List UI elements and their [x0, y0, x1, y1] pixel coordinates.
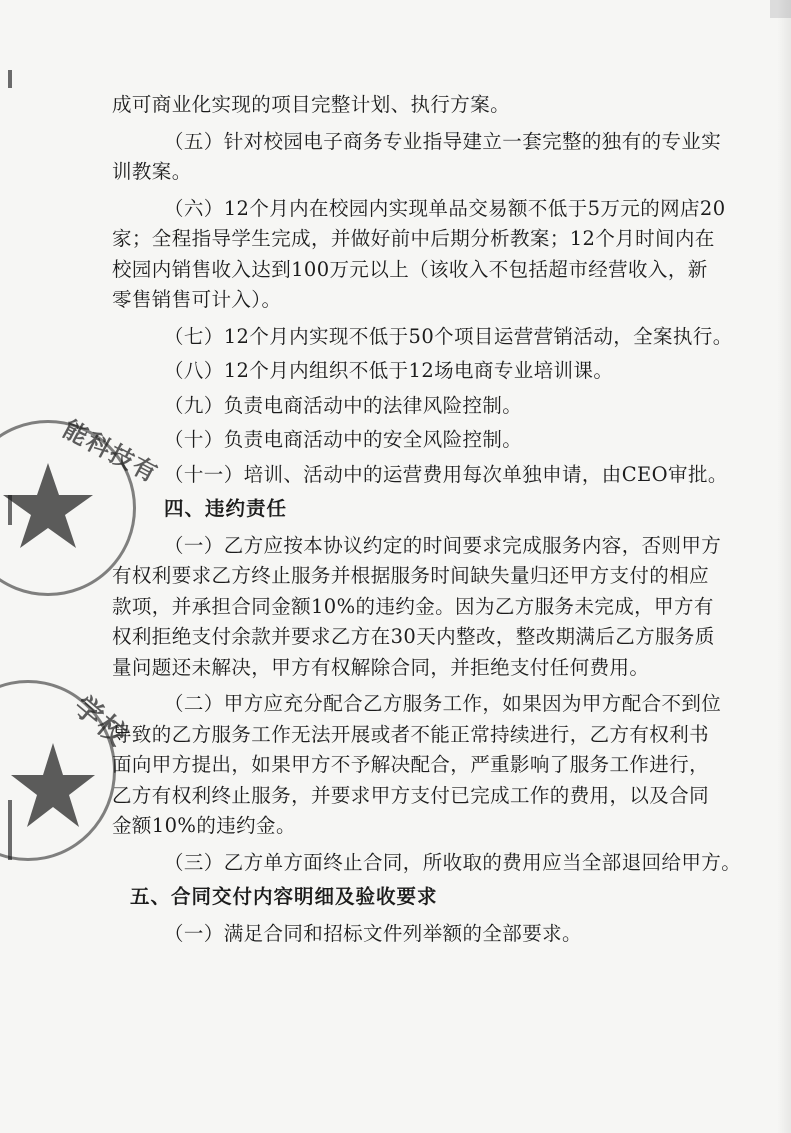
- document-body: [112, 90, 772, 949]
- paragraph-line: 乙方有权利终止服务，并要求甲方支付已完成工作的费用，以及合同: [112, 783, 710, 807]
- paragraph-line: 成可商业化实现的项目完整计划、执行方案。: [112, 93, 511, 116]
- paragraph-line: （一）乙方应按本协议约定的时间要求完成服务内容，否则甲方: [164, 533, 722, 557]
- paragraph-line: （二）甲方应充分配合乙方服务工作，如果因为甲方配合不到位: [164, 692, 722, 715]
- section-heading: 五、合同交付内容明细及验收要求: [130, 885, 438, 908]
- paragraph-line: （三）乙方单方面终止合同，所收取的费用应当全部退回给甲方。: [164, 850, 742, 874]
- paragraph-line: 金额10%的违约金。: [112, 814, 296, 837]
- paragraph-line: （七）12个月内实现不低于50个项目运营营销活动，全案执行。: [164, 324, 733, 348]
- paragraph-line: （一）满足合同和招标文件列举额的全部要求。: [164, 921, 582, 945]
- school-seal-text: 学校: [67, 689, 135, 754]
- paragraph-line: （九）负责电商活动中的法律风险控制。: [164, 393, 523, 417]
- paragraph-line: （十一）培训、活动中的运营费用每次单独申请，由CEO审批。: [164, 462, 728, 486]
- paragraph-line: 校园内销售收入达到100万元以上（该收入不包括超市经营收入，新: [112, 257, 708, 281]
- paragraph-line: 有权利要求乙方终止服务并根据服务时间缺失量归还甲方支付的相应: [112, 564, 710, 587]
- paragraph-line: 量问题还未解决，甲方有权解除合同，并拒绝支付任何费用。: [112, 655, 650, 679]
- section-heading: 四、违约责任: [164, 497, 288, 520]
- paragraph-line: （八）12个月内组织不低于12场电商专业培训课。: [164, 359, 614, 382]
- paragraph-line: 权利拒绝支付余款并要求乙方在30天内整改，整改期满后乙方服务质: [112, 625, 715, 648]
- paragraph-line: 款项，并承担合同金额10%的违约金。因为乙方服务未完成，甲方有: [112, 594, 714, 618]
- paragraph-line: （十）负责电商活动中的安全风险控制。: [164, 428, 523, 451]
- paragraph-line: （六）12个月内在校园内实现单品交易额不低于5万元的网店20: [164, 196, 726, 220]
- paragraph-line: （五）针对校园电子商务专业指导建立一套完整的独有的专业实: [164, 129, 722, 153]
- paragraph-line: 导致的乙方服务工作无法开展或者不能正常持续进行，乙方有权利书: [112, 722, 710, 746]
- paragraph-line: 家；全程指导学生完成，并做好前中后期分析教案；12个月时间内在: [112, 227, 715, 250]
- paragraph-line: 训教案。: [112, 160, 192, 183]
- company-seal-text: 能科技有: [58, 414, 164, 489]
- paragraph-line: 零售销售可计入）。: [112, 288, 282, 311]
- scan-edge-shadow: [777, 0, 791, 1133]
- paragraph-line: 面向甲方提出，如果甲方不予解决配合，严重影响了服务工作进行，: [112, 753, 710, 776]
